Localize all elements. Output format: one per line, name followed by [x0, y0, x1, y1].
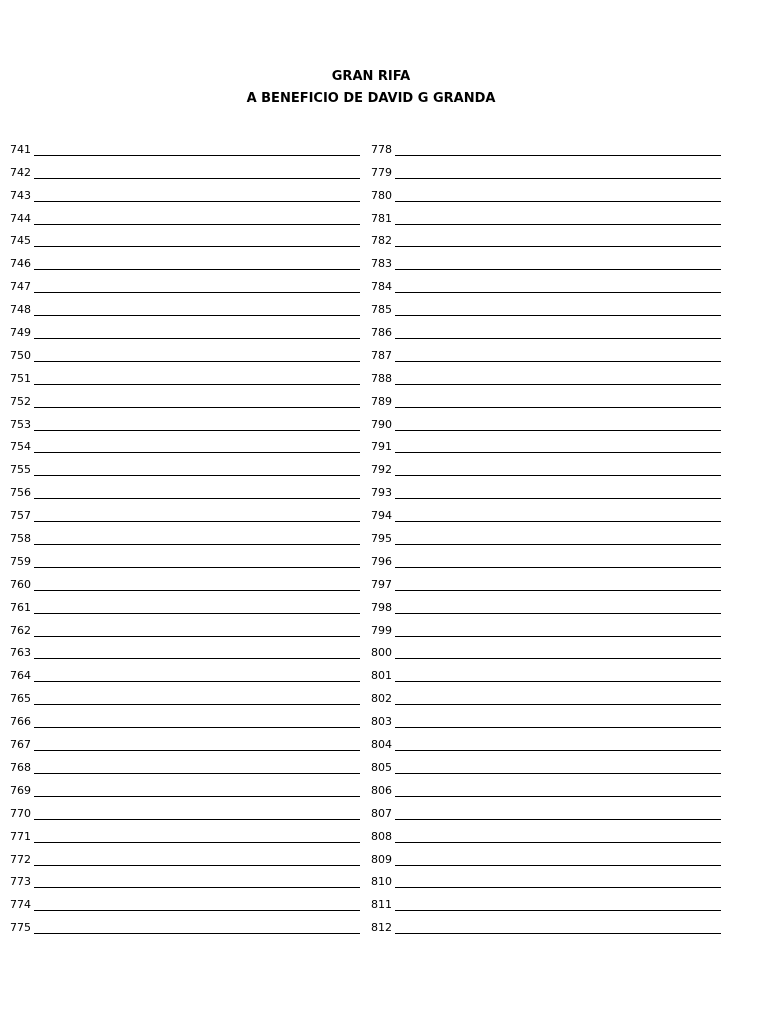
raffle-number: 764 [10, 669, 31, 683]
raffle-number: 775 [10, 921, 31, 935]
raffle-number: 761 [10, 600, 31, 614]
name-blank-line[interactable] [395, 681, 721, 682]
raffle-entry-row [371, 135, 721, 158]
name-blank-line[interactable] [395, 750, 721, 751]
raffle-entry-row [10, 501, 360, 524]
raffle-entry-row [371, 547, 721, 570]
name-blank-line[interactable] [34, 315, 360, 316]
name-blank-line[interactable] [34, 636, 360, 637]
raffle-entry-row [10, 249, 360, 272]
raffle-entry-row [10, 753, 360, 776]
name-blank-line[interactable] [34, 842, 360, 843]
raffle-number: 754 [10, 440, 31, 454]
name-blank-line[interactable] [395, 636, 721, 637]
raffle-number: 788 [371, 371, 392, 385]
raffle-number: 759 [10, 554, 31, 568]
raffle-number: 805 [371, 760, 392, 774]
raffle-number: 757 [10, 509, 31, 523]
name-blank-line[interactable] [395, 567, 721, 568]
raffle-entry-row [10, 227, 360, 250]
name-blank-line[interactable] [34, 338, 360, 339]
raffle-entry-row [10, 272, 360, 295]
name-blank-line[interactable] [34, 819, 360, 820]
name-blank-line[interactable] [34, 658, 360, 659]
raffle-number: 772 [10, 852, 31, 866]
name-blank-line[interactable] [395, 475, 721, 476]
raffle-entry-row [10, 318, 360, 341]
raffle-number: 800 [371, 646, 392, 660]
raffle-entry-row [371, 890, 721, 913]
raffle-number: 753 [10, 417, 31, 431]
name-blank-line[interactable] [395, 910, 721, 911]
raffle-number: 769 [10, 783, 31, 797]
raffle-entry-row [10, 410, 360, 433]
raffle-entry-row [10, 684, 360, 707]
name-blank-line[interactable] [34, 727, 360, 728]
raffle-entry-row [10, 295, 360, 318]
raffle-number: 792 [371, 463, 392, 477]
name-blank-line[interactable] [34, 452, 360, 453]
name-blank-line[interactable] [34, 613, 360, 614]
raffle-number: 798 [371, 600, 392, 614]
raffle-number: 751 [10, 371, 31, 385]
raffle-number: 773 [10, 875, 31, 889]
raffle-entry-row [10, 890, 360, 913]
name-blank-line[interactable] [34, 544, 360, 545]
raffle-number: 812 [371, 921, 392, 935]
raffle-entry-row [371, 661, 721, 684]
raffle-entry-row [371, 364, 721, 387]
raffle-number: 803 [371, 715, 392, 729]
raffle-number: 771 [10, 829, 31, 843]
raffle-number: 797 [371, 577, 392, 591]
raffle-entry-row [371, 295, 721, 318]
raffle-entry-row [371, 455, 721, 478]
raffle-entry-row [10, 639, 360, 662]
raffle-number: 779 [371, 165, 392, 179]
page-title: GRAN RIFA [331, 69, 411, 84]
name-blank-line[interactable] [34, 178, 360, 179]
raffle-number: 763 [10, 646, 31, 660]
name-blank-line[interactable] [34, 773, 360, 774]
name-blank-line[interactable] [34, 521, 360, 522]
name-blank-line[interactable] [395, 773, 721, 774]
name-blank-line[interactable] [395, 292, 721, 293]
raffle-entry-row [10, 822, 360, 845]
left-number-column [10, 135, 360, 936]
raffle-number: 786 [371, 326, 392, 340]
raffle-number: 752 [10, 394, 31, 408]
raffle-entry-row [371, 639, 721, 662]
raffle-entry-row [10, 433, 360, 456]
name-blank-line[interactable] [395, 887, 721, 888]
name-blank-line[interactable] [34, 430, 360, 431]
raffle-entry-row [371, 776, 721, 799]
raffle-entry-row [371, 272, 721, 295]
raffle-number: 766 [10, 715, 31, 729]
name-blank-line[interactable] [34, 910, 360, 911]
name-blank-line[interactable] [395, 704, 721, 705]
page-subtitle: A BENEFICIO DE DAVID G GRANDA [246, 91, 496, 106]
raffle-number: 807 [371, 806, 392, 820]
raffle-number: 796 [371, 554, 392, 568]
raffle-entry-row [10, 707, 360, 730]
raffle-entry-row [371, 593, 721, 616]
raffle-entry-row [10, 570, 360, 593]
name-blank-line[interactable] [395, 796, 721, 797]
name-blank-line[interactable] [395, 407, 721, 408]
raffle-number: 762 [10, 623, 31, 637]
raffle-entry-row [10, 204, 360, 227]
raffle-entry-row [10, 776, 360, 799]
raffle-number: 742 [10, 165, 31, 179]
name-blank-line[interactable] [395, 338, 721, 339]
raffle-entry-row [371, 410, 721, 433]
name-blank-line[interactable] [395, 613, 721, 614]
raffle-entry-row [371, 845, 721, 868]
raffle-entry-row [10, 661, 360, 684]
name-blank-line[interactable] [34, 750, 360, 751]
raffle-entry-row [371, 501, 721, 524]
raffle-entry-row [10, 616, 360, 639]
raffle-entry-row [371, 158, 721, 181]
name-blank-line[interactable] [34, 246, 360, 247]
raffle-entry-row [371, 822, 721, 845]
name-blank-line[interactable] [395, 246, 721, 247]
raffle-entry-row [371, 478, 721, 501]
right-number-column [371, 135, 721, 936]
raffle-entry-row [10, 799, 360, 822]
raffle-entry-row [371, 868, 721, 891]
name-blank-line[interactable] [395, 865, 721, 866]
name-blank-line[interactable] [395, 498, 721, 499]
raffle-number: 790 [371, 417, 392, 431]
raffle-entry-row [371, 387, 721, 410]
raffle-entry-row [371, 684, 721, 707]
name-blank-line[interactable] [395, 361, 721, 362]
name-blank-line[interactable] [395, 384, 721, 385]
raffle-number: 770 [10, 806, 31, 820]
raffle-number: 748 [10, 303, 31, 317]
name-blank-line[interactable] [395, 658, 721, 659]
name-blank-line[interactable] [34, 269, 360, 270]
name-blank-line[interactable] [395, 933, 721, 934]
raffle-entry-row [10, 868, 360, 891]
raffle-entry-row [371, 249, 721, 272]
raffle-number: 791 [371, 440, 392, 454]
raffle-number: 802 [371, 692, 392, 706]
name-blank-line[interactable] [395, 521, 721, 522]
raffle-number: 795 [371, 532, 392, 546]
raffle-entry-row [10, 913, 360, 936]
raffle-number: 741 [10, 142, 31, 156]
raffle-entry-row [371, 707, 721, 730]
raffle-entry-row [10, 135, 360, 158]
name-blank-line[interactable] [34, 407, 360, 408]
raffle-number: 750 [10, 348, 31, 362]
raffle-entry-row [10, 845, 360, 868]
raffle-number: 755 [10, 463, 31, 477]
raffle-entry-row [10, 593, 360, 616]
raffle-number: 744 [10, 211, 31, 225]
raffle-number: 809 [371, 852, 392, 866]
name-blank-line[interactable] [395, 544, 721, 545]
name-blank-line[interactable] [34, 796, 360, 797]
name-blank-line[interactable] [395, 269, 721, 270]
raffle-entry-row [10, 455, 360, 478]
raffle-entry-row [10, 478, 360, 501]
name-blank-line[interactable] [34, 590, 360, 591]
name-blank-line[interactable] [34, 704, 360, 705]
raffle-entry-row [371, 524, 721, 547]
raffle-entry-row [371, 227, 721, 250]
raffle-entry-row [371, 341, 721, 364]
raffle-number: 784 [371, 280, 392, 294]
raffle-number: 811 [371, 898, 392, 912]
raffle-number: 760 [10, 577, 31, 591]
name-blank-line[interactable] [34, 681, 360, 682]
raffle-number: 783 [371, 257, 392, 271]
name-blank-line[interactable] [395, 727, 721, 728]
raffle-entry-row [371, 730, 721, 753]
name-blank-line[interactable] [395, 224, 721, 225]
raffle-entry-row [10, 387, 360, 410]
raffle-entry-row [10, 524, 360, 547]
name-blank-line[interactable] [34, 567, 360, 568]
raffle-entry-row [371, 204, 721, 227]
name-blank-line[interactable] [395, 201, 721, 202]
raffle-number: 774 [10, 898, 31, 912]
raffle-number: 745 [10, 234, 31, 248]
raffle-number: 746 [10, 257, 31, 271]
name-blank-line[interactable] [34, 384, 360, 385]
raffle-number: 789 [371, 394, 392, 408]
raffle-entry-row [371, 799, 721, 822]
name-blank-line[interactable] [395, 452, 721, 453]
name-blank-line[interactable] [34, 498, 360, 499]
raffle-number: 758 [10, 532, 31, 546]
raffle-number: 804 [371, 738, 392, 752]
name-blank-line[interactable] [395, 315, 721, 316]
raffle-entry-row [371, 570, 721, 593]
raffle-number: 780 [371, 188, 392, 202]
raffle-number: 794 [371, 509, 392, 523]
raffle-number: 778 [371, 142, 392, 156]
raffle-number: 767 [10, 738, 31, 752]
raffle-number: 799 [371, 623, 392, 637]
name-blank-line[interactable] [34, 201, 360, 202]
raffle-number: 765 [10, 692, 31, 706]
raffle-number: 747 [10, 280, 31, 294]
name-blank-line[interactable] [34, 865, 360, 866]
name-blank-line[interactable] [395, 842, 721, 843]
raffle-entry-row [371, 616, 721, 639]
name-blank-line[interactable] [395, 178, 721, 179]
raffle-entry-row [371, 753, 721, 776]
name-blank-line[interactable] [34, 887, 360, 888]
raffle-number: 756 [10, 486, 31, 500]
name-blank-line[interactable] [395, 819, 721, 820]
raffle-entry-row [10, 730, 360, 753]
raffle-entry-row [10, 158, 360, 181]
raffle-number: 801 [371, 669, 392, 683]
name-blank-line[interactable] [34, 224, 360, 225]
raffle-entry-row [371, 318, 721, 341]
raffle-number: 787 [371, 348, 392, 362]
name-blank-line[interactable] [395, 430, 721, 431]
name-blank-line[interactable] [34, 292, 360, 293]
name-blank-line[interactable] [34, 155, 360, 156]
raffle-entry-row [10, 364, 360, 387]
raffle-entry-row [10, 341, 360, 364]
raffle-number: 810 [371, 875, 392, 889]
raffle-number: 768 [10, 760, 31, 774]
raffle-number: 781 [371, 211, 392, 225]
raffle-number: 808 [371, 829, 392, 843]
raffle-entry-row [371, 181, 721, 204]
name-blank-line[interactable] [34, 361, 360, 362]
raffle-number: 785 [371, 303, 392, 317]
name-blank-line[interactable] [395, 155, 721, 156]
raffle-number: 782 [371, 234, 392, 248]
raffle-number: 749 [10, 326, 31, 340]
name-blank-line[interactable] [34, 933, 360, 934]
raffle-number: 793 [371, 486, 392, 500]
raffle-entry-row [10, 547, 360, 570]
name-blank-line[interactable] [395, 590, 721, 591]
raffle-entry-row [371, 913, 721, 936]
raffle-number: 743 [10, 188, 31, 202]
raffle-number: 806 [371, 783, 392, 797]
raffle-entry-row [371, 433, 721, 456]
raffle-entry-row [10, 181, 360, 204]
name-blank-line[interactable] [34, 475, 360, 476]
